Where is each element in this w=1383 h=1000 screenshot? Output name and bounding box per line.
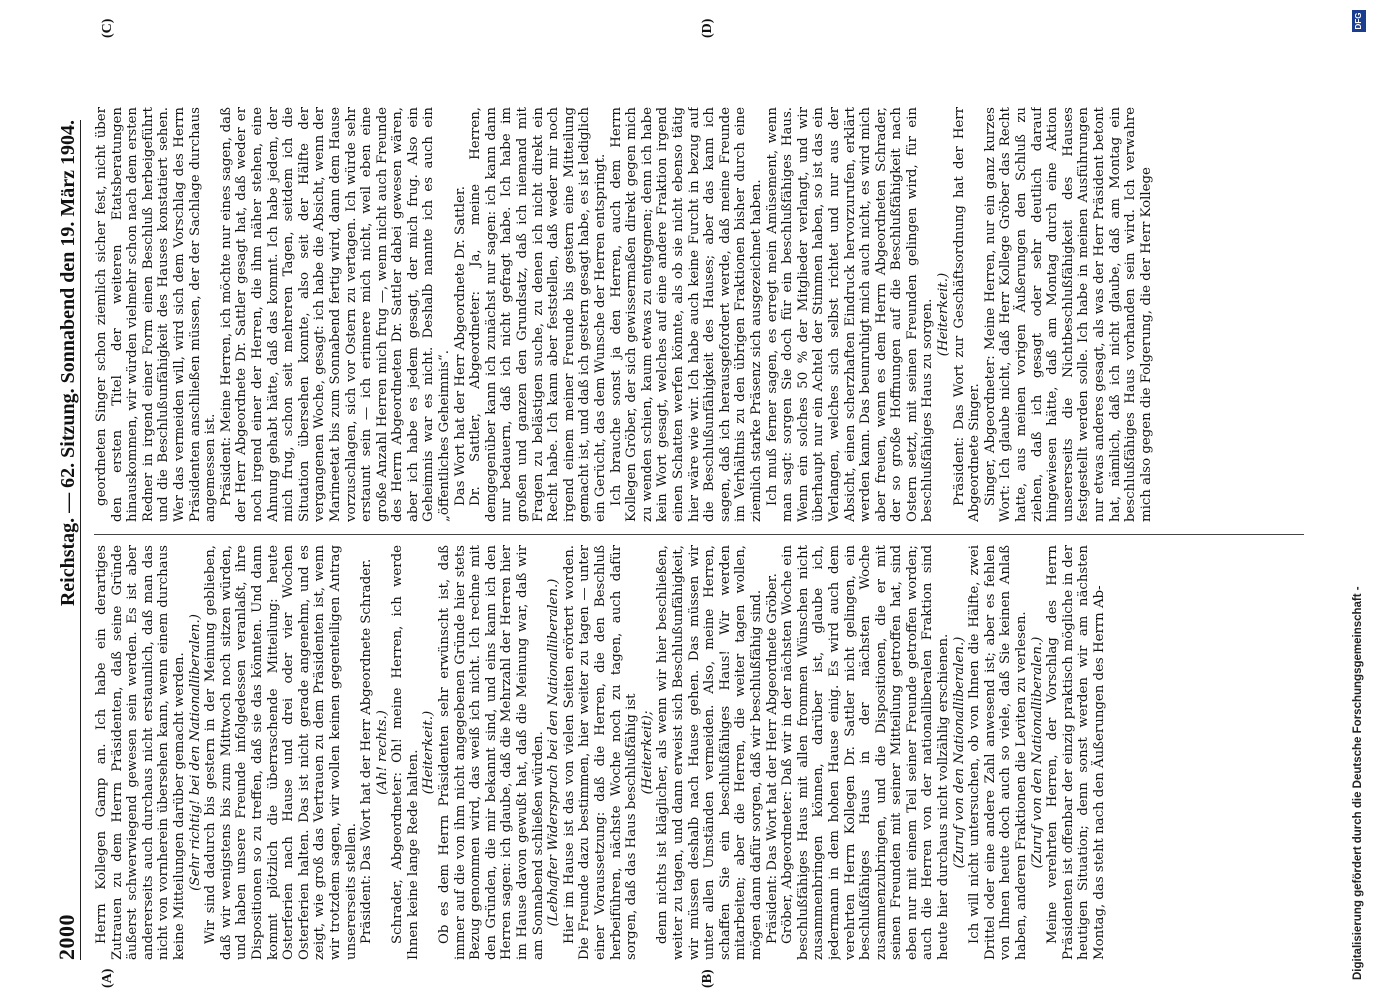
paragraph: Ich muß ferner sagen, es erregt mein Amüsement, wenn man sagt: sorgen Sie doch für ein beschlußfähiges Haus. Wenn ein solches 50 % der Mitglieder verlangt, und wir überhaupt nur ein Achtel der Stimmen haben, so ist das ein Verlangen, welches sich selbst richtet und nur aus der Absicht, einen scherzhaften Eindruck hervorzurufen, erklärt werden kann. Das beunruhigt mich auch nicht, es wird mich aber freuen, wenn es dem Herrn Abgeordneten Schrader, der so große Hoffnungen auf die Beschlußfähigkeit nach Ostern setzt, mit seinen Freunden gelingen wird, für ein beschlußfähiges Haus zu sorgen. xyxy=(764,107,936,522)
stage-direction: (Zuruf von den Nationalliberalen.) xyxy=(951,636,967,869)
dfg-logo: DFG xyxy=(1352,10,1366,32)
stage-direction: (Lebhafter Widerspruch bei den Nationalliberalen.) xyxy=(546,578,562,927)
paragraph: Singer, Abgeordneter: Meine Herren, nur ein ganz kurzes Wort: Ich glaube nicht, daß Herr Kollege Gröber das Recht hatte, aus meinen vorigen Äußerungen den Schluß zu ziehen, daß ich gesagt oder sehr deutlich darauf hingewiesen hätte, daß am Montag durch eine Aktion unsererseits die Nichtbeschlußfähigkeit des Hauses festgestellt werden solle. Ich habe in meinen Ausführungen nur etwas anderes gesagt, als was der Herr Präsident betont hat, nämlich, daß ich nicht glaube, daß am Montag ein beschlußfähiges Haus vorhanden sein wird. Ich verwahre mich also gegen die Folgerung, die der Herr Kollege xyxy=(982,107,1154,522)
paragraph: Meine verehrten Herren, der Vorschlag des Herrn Präsidenten ist offenbar der einzig praktisch mögliche in der heutigen Situation; denn sonst werden wir am nächsten Montag, das steht nach den Äußerungen des Herrn Ab- xyxy=(1045,545,1107,960)
text-column-right xyxy=(94,107,1304,522)
paragraph: denn nichts ist kläglicher, als wenn wir hier beschließen, weiter zu tagen, und dann erweist sich Beschlußunfähigkeit, wir müssen deshalb nach Hause gehen. Das müssen wir unter allen Umständen vermeiden. Also, meine Herren, schaffen Sie ein beschlußfähiges Haus! Wir werden mitarbeiten; aber die Herren, die weiter tagen wollen, mögen dann dafür sorgen, daß wir beschlußfähig sind. xyxy=(655,545,764,960)
page-title: Reichstag. — 62. Sitzung. Sonnabend den 19. März 1904. xyxy=(57,120,79,607)
paragraph: Präsident: Das Wort hat der Herr Abgeordnete Gröber. xyxy=(764,573,780,944)
margin-mark-a: (A) xyxy=(100,968,115,988)
paragraph: Hier im Hause ist das von vielen Seiten erörtert worden. Die Freunde dazu bestimmen, hier weiter zu tagen — unter einer Voraussetzung: daß die Herren, die den Beschluß herbeiführen, nächste Woche noch zu tagen, auch dafür sorgen, daß das Haus beschlußfähig ist xyxy=(561,545,640,960)
stage-direction: (Sehr richtig! bei den Nationalliberalen.) xyxy=(187,614,203,891)
paragraph: Präsident: Das Wort hat der Herr Abgeordnete Schrader. xyxy=(359,558,375,944)
paragraph: Schrader, Abgeordneter: Oh! meine Herren, ich werde Ihnen keine lange Rede halten. xyxy=(390,545,421,960)
stage-direction: (Heiterkeit.) xyxy=(936,272,952,357)
paragraph: Gröber, Abgeordneter: Daß wir in der nächsten Woche ein beschlußfähiges Haus mit allen frommen Wünschen nicht zusammenbringen können, darüber ist, glaube ich, jedermann in dem hohen Hause einig. Es wird auch dem verehrten Herrn Kollegen Dr. Sattler nicht gelingen, ein beschlußfähiges Haus in der nächsten Woche zusammenzubringen, und die Dispositionen, die er mit seinen Freunden mit seiner Mitteilung getroffen hat, sind eben nur mit einem Teil seiner Freunde getroffen worden; auch die Herren von der nationalliberalen Fraktion sind heute hier durchaus nicht vollzählig erschienen. xyxy=(780,545,952,960)
paragraph: Ich brauche sonst ja den Herren, auch dem Herrn Kollegen Gröber, der sich gewissermaßen direkt gegen mich zu wenden schien, kaum etwas zu entgegnen; denn ich habe kein Wort gesagt, welches auf eine andere Fraktion irgend einen Schatten werfen könnte, als ob sie nicht ebenso tätig hier wäre wie wir. Ich habe auch keine Furcht in bezug auf die Beschlußunfähigkeit des Hauses; aber das kann ich sagen, daß ich herausgefordert werde, daß meine Freunde im Verhältnis zu den übrigen Fraktionen bisher durch eine ziemlich starke Präsenz sich ausgezeichnet haben. xyxy=(608,107,764,522)
paragraph: Das Wort hat der Herr Abgeordnete Dr. Sattler. xyxy=(452,186,468,506)
paragraph: Herrn Kollegen Gamp an. Ich habe ein derartiges Zutrauen zu dem Herrn Präsidenten, daß seine Gründe äußerst schwerwiegend gewesen sein werden. Es ist aber andererseits auch durchaus nicht erstaunlich, daß man das nicht von vornherein übersehen kann, wenn einem durchaus keine Mitteilungen darüber gemacht werden. xyxy=(94,545,187,960)
paragraph: Ich will nicht untersuchen, ob von Ihnen die Hälfte, zwei Drittel oder eine andere Zahl anwesend ist; aber es fehlen von Ihnen heute doch auch so viele, daß Sie keinen Anlaß haben, anderen Fraktionen die Leviten zu verlesen. xyxy=(967,545,1030,960)
page-number: 2000 xyxy=(54,914,79,960)
margin-mark-d: (D) xyxy=(700,18,715,38)
stage-direction: (Ah! rechts.) xyxy=(374,710,390,795)
margin-mark-b: (B) xyxy=(700,969,715,988)
paragraph: Präsident: Meine Herren, ich möchte nur eines sagen, daß der Herr Abgeordnete Dr. Sattler gesagt hat, daß weder er noch irgend einer der Herren, die ihm näher stehen, eine Ahnung gehabt hätte, daß das kommt. Ich habe jedem, der mich frug, schon seit mehreren Tagen, seitdem ich die Situation übersehen konnte, also seit der Hälfte der vergangenen Woche, gesagt: ich habe die Absicht, wenn der Marineetat bis zum Sonnabend fertig wird, dann dem Hause vorzuschlagen, sich vor Ostern zu vertagen. Ich würde sehr erstaunt sein — ich erinnere mich nicht, weil eben eine große Anzahl Herren mich frug —, wenn nicht auch Freunde des Herrn Abgeordneten Dr. Sattler dabei gewesen wären, aber ich habe es jedem gesagt, der mich frug. Also ein Geheimnis war es nicht. Deshalb nannte ich es auch ein „öffentliches Geheimnis“. xyxy=(218,107,453,522)
column-divider xyxy=(94,534,1304,535)
page-header xyxy=(46,120,81,960)
stage-direction: (Heiterkeit.) xyxy=(421,710,437,795)
stage-direction: (Zuruf von den Nationalliberalen.) xyxy=(1029,636,1045,869)
paragraph: Ob es dem Herrn Präsidenten sehr erwünscht ist, daß immer auf die von ihm nicht angegebenen Gründe hier stets Bezug genommen wird, das weiß ich nicht. Ich rechne mit den Gründen, die mir bekannt sind, und eins kann ich den Herren sagen: ich glaube, daß die Mehrzahl der Herren hier im Hause davon gewußt hat, daß die Meinung war, daß wir am Sonnabend schließen würden. xyxy=(437,545,546,960)
digitization-note: Digitalisierung gefördert durch die Deutsche Forschungsgemeinschaft - xyxy=(1352,586,1364,980)
paragraph: Präsident: Das Wort zur Geschäftsordnung hat der Herr Abgeordnete Singer. xyxy=(951,107,983,522)
paragraph: Wir sind dadurch bis gestern in der Meinung geblieben, daß wir wenigstens bis zum Mittwoch noch sitzen würden, und haben unsere Freunde infolgedessen veranlaßt, ihre Dispositionen so zu treffen, daß sie das könnten. Und dann kommt plötzlich die überraschende Mitteilung: heute Osterferien nach Hause und drei oder vier Wochen Osterferien halten. Das ist nicht gerade angenehm, und es zeigt, wie groß das Vertrauen zu dem Präsidenten ist, wenn wir trotzdem sagen, wir wollen keinen gegenteiligen Antrag unsererseits stellen. xyxy=(203,545,359,960)
text-column-left xyxy=(94,545,1304,960)
paragraph: Dr. Sattler, Abgeordneter: Ja, meine Herren, demgegenüber kann ich zunächst nur sagen: ich kann dann nur bedauern, daß ich nicht gefragt habe. Ich habe im großen und ganzen den Grundsatz, daß ich niemand mit Fragen zu belästigen suche, zu denen ich nicht direkt ein Recht habe. Ich kann aber feststellen, daß weder mir noch irgend einem meiner Freunde bis gestern eine Mitteilung gemacht ist, und daß ich gestern gesagt habe, es ist lediglich ein Gerücht, das dem Wunsche der Herren entspringt. xyxy=(468,107,608,522)
stage-direction: (Heiterkeit); xyxy=(639,710,655,795)
paragraph: geordneten Singer schon ziemlich sicher fest, nicht über den ersten Titel der weiteren Etatsberatungen hinauskommen, wir würden vielmehr schon nach dem ersten Redner in irgend einer Form einen Beschluß herbeigeführt und die Beschlußunfähigkeit des Hauses konstatiert sehen. Wer das vermeiden will, wird sich dem Vorschlag des Herrn Präsidenten anschließen müssen, der der Sachlage durchaus angemessen ist. xyxy=(94,107,219,522)
margin-mark-c: (C) xyxy=(100,18,115,38)
